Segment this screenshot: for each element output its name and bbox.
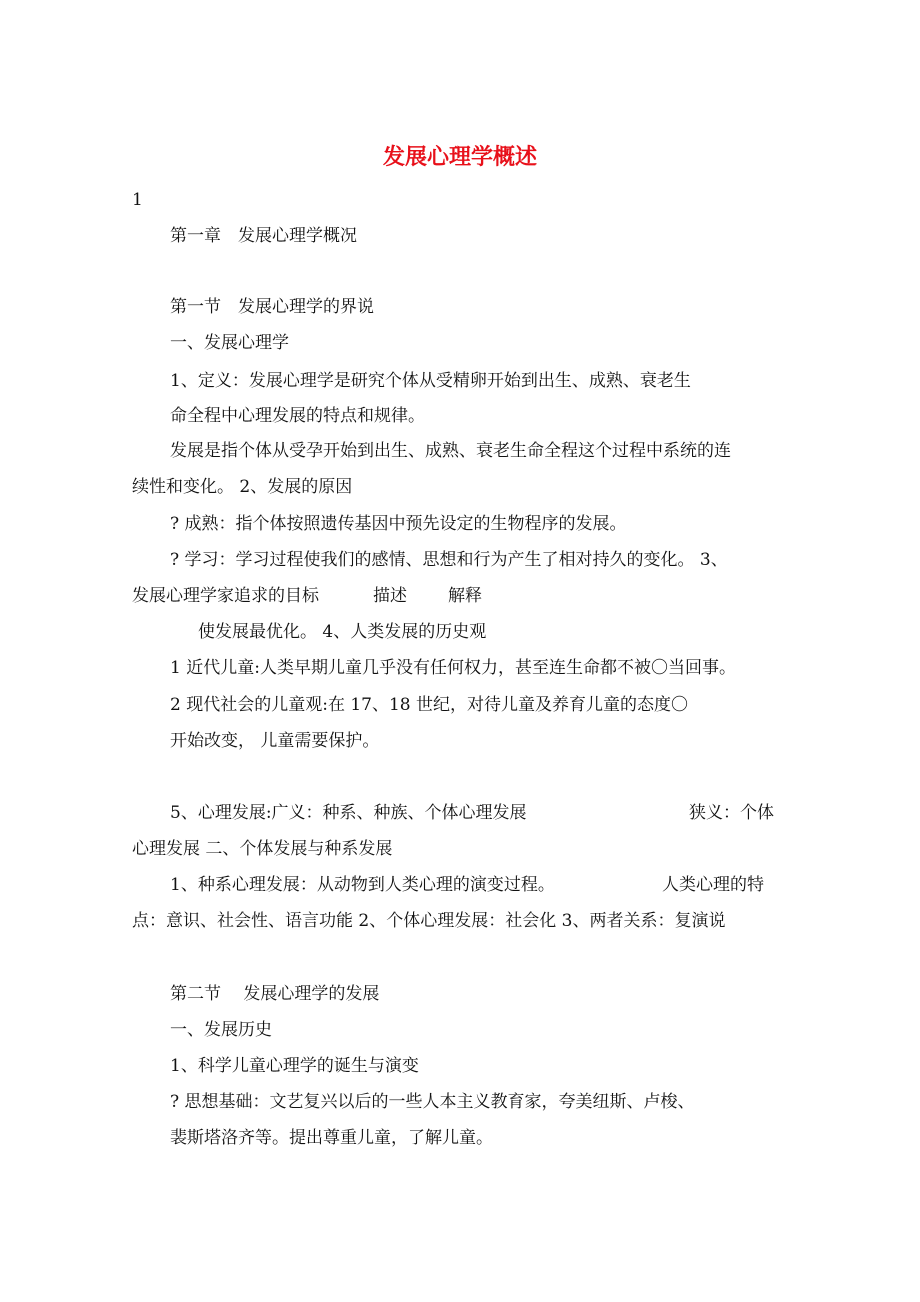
paragraph-line: 1 近代儿童:人类早期儿童几乎没有任何权力，甚至连生命都不被〇当回事。	[170, 658, 736, 678]
section-heading: 第二节 发展心理学的发展	[170, 984, 380, 1004]
paragraph-line: 1、定义：发展心理学是研究个体从受精卵开始到出生、成熟、衰老生	[170, 371, 691, 391]
paragraph-line: 1、科学儿童心理学的诞生与演变	[170, 1056, 419, 1076]
paragraph-line: 开始改变， 儿童需要保护。	[170, 731, 380, 751]
paragraph-line: 狭义：个体	[689, 803, 774, 823]
section-heading: 第一节 发展心理学的界说	[170, 297, 374, 317]
paragraph-line: 心理发展 二、个体发展与种系发展	[132, 839, 393, 859]
paragraph-line: ? 成熟：指个体按照遗传基因中预先设定的生物程序的发展。	[170, 514, 627, 534]
paragraph-line: ? 思想基础：文艺复兴以后的一些人本主义教育家，夸美纽斯、卢梭、	[170, 1092, 695, 1112]
goal-describe: 描述	[373, 586, 407, 606]
paragraph-line: 2 现代社会的儿童观:在 17、18 世纪，对待儿童及养育儿童的态度〇	[170, 695, 689, 715]
paragraph-line: 发展心理学家追求的目标	[132, 586, 319, 606]
paragraph-line: 续性和变化。 2、发展的原因	[132, 477, 353, 497]
document-title: 发展心理学概述	[382, 144, 537, 170]
paragraph-line: 5、心理发展:广义：种系、种族、个体心理发展	[170, 803, 527, 823]
paragraph-line: 人类心理的特	[662, 875, 764, 895]
paragraph-line: 使发展最优化。 4、人类发展的历史观	[198, 622, 487, 642]
paragraph-line: 1、种系心理发展：从动物到人类心理的演变过程。	[170, 875, 555, 895]
subheading: 一、发展历史	[170, 1020, 272, 1040]
paragraph-line: 点：意识、社会性、语言功能 2、个体心理发展：社会化 3、两者关系：复演说	[132, 911, 726, 931]
paragraph-line: 发展是指个体从受孕开始到出生、成熟、衰老生命全程这个过程中系统的连	[170, 441, 731, 461]
paragraph-line: 命全程中心理发展的特点和规律。	[170, 406, 425, 426]
goal-explain: 解释	[448, 586, 482, 606]
chapter-heading: 第一章 发展心理学概况	[170, 226, 357, 246]
subheading: 一、发展心理学	[170, 333, 289, 353]
page-number: 1	[132, 190, 143, 210]
paragraph-line: ? 学习：学习过程使我们的感情、思想和行为产生了相对持久的变化。 3、	[170, 550, 728, 570]
paragraph-line: 裴斯塔洛齐等。提出尊重儿童，了解儿童。	[170, 1128, 493, 1148]
